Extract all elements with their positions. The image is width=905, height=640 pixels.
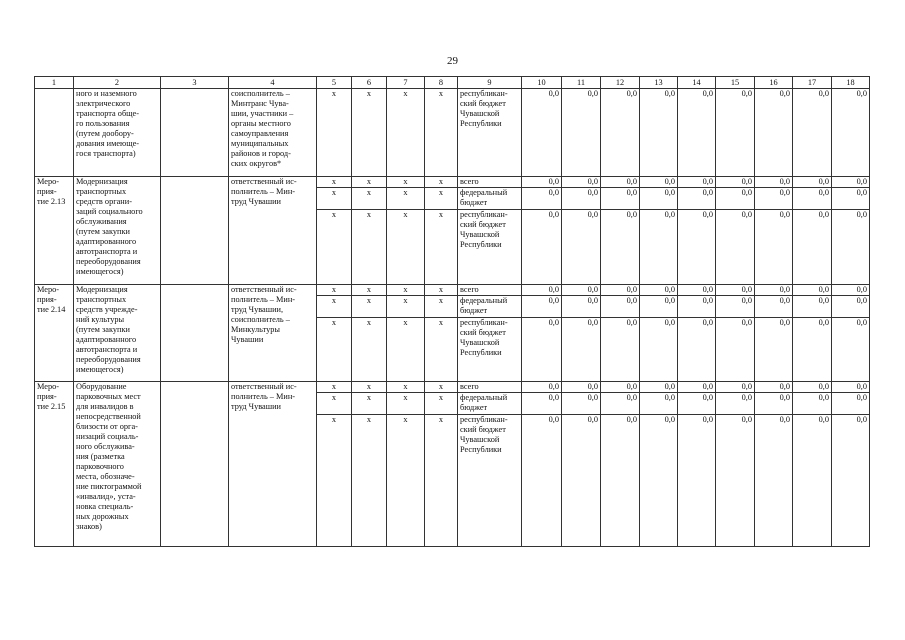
value-cell: 0,0 [755, 393, 793, 415]
budget-code-cell: x [317, 393, 352, 415]
budget-code-cell: x [425, 177, 458, 188]
budget-code-cell: x [425, 188, 458, 210]
table-row [35, 177, 870, 188]
value-cell: 0,0 [793, 415, 832, 547]
budget-code-cell: x [425, 393, 458, 415]
value-cell: 0,0 [601, 382, 640, 393]
budget-code-cell: x [387, 296, 425, 318]
funding-source-cell: республикан- ский бюджет Чувашской Республики [458, 210, 522, 285]
value-cell: 0,0 [755, 188, 793, 210]
budget-code-cell: x [317, 285, 352, 296]
budget-code-cell: x [317, 296, 352, 318]
value-cell: 0,0 [832, 188, 870, 210]
value-cell: 0,0 [793, 89, 832, 177]
budget-code-cell: x [425, 382, 458, 393]
value-cell: 0,0 [562, 393, 601, 415]
value-cell: 0,0 [562, 285, 601, 296]
column-number-header: 15 [716, 77, 755, 89]
column-number-header: 12 [601, 77, 640, 89]
value-cell: 0,0 [522, 296, 562, 318]
funding-source-cell: федеральный бюджет [458, 188, 522, 210]
budget-code-cell: x [317, 210, 352, 285]
page-number: 29 [447, 55, 458, 67]
value-cell: 0,0 [562, 177, 601, 188]
value-cell: 0,0 [678, 89, 716, 177]
budget-code-cell: x [317, 318, 352, 382]
value-cell: 0,0 [678, 210, 716, 285]
funding-source-cell: республикан- ский бюджет Чувашской Республики [458, 415, 522, 547]
value-cell: 0,0 [562, 188, 601, 210]
value-cell: 0,0 [793, 285, 832, 296]
value-cell: 0,0 [832, 296, 870, 318]
value-cell: 0,0 [755, 415, 793, 547]
value-cell: 0,0 [640, 393, 678, 415]
value-cell: 0,0 [832, 89, 870, 177]
executor-cell: ответственный ис- полнитель – Мин- труд Чувашии [229, 382, 317, 547]
value-cell: 0,0 [793, 382, 832, 393]
budget-code-cell: x [352, 393, 387, 415]
column-number-header: 18 [832, 77, 870, 89]
budget-code-cell: x [352, 177, 387, 188]
value-cell: 0,0 [678, 188, 716, 210]
value-cell: 0,0 [522, 415, 562, 547]
value-cell: 0,0 [755, 318, 793, 382]
value-cell: 0,0 [522, 89, 562, 177]
column-number-header: 2 [74, 77, 161, 89]
value-cell: 0,0 [562, 415, 601, 547]
value-cell: 0,0 [678, 177, 716, 188]
value-cell: 0,0 [832, 285, 870, 296]
value-cell: 0,0 [640, 415, 678, 547]
value-cell: 0,0 [522, 177, 562, 188]
budget-code-cell: x [317, 177, 352, 188]
funding-source-cell: федеральный бюджет [458, 296, 522, 318]
budget-code-cell: x [387, 415, 425, 547]
column-number-header: 5 [317, 77, 352, 89]
column-number-header: 13 [640, 77, 678, 89]
measure-code-cell: Меро- прия- тие 2.15 [35, 382, 74, 547]
value-cell: 0,0 [755, 89, 793, 177]
value-cell: 0,0 [716, 415, 755, 547]
budget-code-cell: x [352, 285, 387, 296]
value-cell: 0,0 [716, 382, 755, 393]
value-cell: 0,0 [640, 318, 678, 382]
budget-code-cell: x [387, 89, 425, 177]
value-cell: 0,0 [562, 382, 601, 393]
value-cell: 0,0 [793, 177, 832, 188]
value-cell: 0,0 [678, 318, 716, 382]
value-cell: 0,0 [832, 177, 870, 188]
program-table [34, 76, 870, 547]
column-number-header: 11 [562, 77, 601, 89]
column-number-header: 14 [678, 77, 716, 89]
budget-code-cell: x [425, 415, 458, 547]
budget-code-cell: x [317, 89, 352, 177]
value-cell: 0,0 [716, 285, 755, 296]
budget-code-cell: x [352, 89, 387, 177]
target-indicator-cell [161, 177, 229, 285]
value-cell: 0,0 [640, 89, 678, 177]
target-indicator-cell [161, 285, 229, 382]
value-cell: 0,0 [601, 285, 640, 296]
value-cell: 0,0 [601, 296, 640, 318]
value-cell: 0,0 [755, 296, 793, 318]
value-cell: 0,0 [640, 296, 678, 318]
value-cell: 0,0 [793, 188, 832, 210]
budget-code-cell: x [387, 188, 425, 210]
value-cell: 0,0 [640, 188, 678, 210]
budget-code-cell: x [387, 382, 425, 393]
value-cell: 0,0 [522, 188, 562, 210]
table-body [35, 89, 870, 547]
value-cell: 0,0 [793, 210, 832, 285]
table-row [35, 89, 870, 177]
measure-code-cell [35, 89, 74, 177]
executor-cell: ответственный ис- полнитель – Мин- труд Чувашии, соисполнитель – Минкультуры Чувашии [229, 285, 317, 382]
value-cell: 0,0 [716, 177, 755, 188]
measure-title-cell: Оборудование парковочных мест для инвалидов в непосредственной близости от орга- низаций социаль- ного обслужива- ния (разметка парковочного места, обозначе- ние пиктограммой «инвалид», уста- новка специаль- ных дорожных знаков) [74, 382, 161, 547]
value-cell: 0,0 [562, 318, 601, 382]
value-cell: 0,0 [601, 210, 640, 285]
value-cell: 0,0 [601, 415, 640, 547]
value-cell: 0,0 [716, 188, 755, 210]
budget-code-cell: x [387, 177, 425, 188]
value-cell: 0,0 [522, 285, 562, 296]
column-number-header: 7 [387, 77, 425, 89]
table-row [35, 382, 870, 393]
funding-source-cell: всего [458, 382, 522, 393]
column-number-header: 16 [755, 77, 793, 89]
value-cell: 0,0 [832, 382, 870, 393]
column-number-row [35, 77, 870, 89]
measure-code-cell: Меро- прия- тие 2.14 [35, 285, 74, 382]
budget-code-cell: x [352, 318, 387, 382]
value-cell: 0,0 [640, 382, 678, 393]
budget-code-cell: x [352, 382, 387, 393]
budget-code-cell: x [352, 210, 387, 285]
value-cell: 0,0 [678, 285, 716, 296]
value-cell: 0,0 [832, 318, 870, 382]
budget-code-cell: x [425, 210, 458, 285]
funding-source-cell: республикан- ский бюджет Чувашской Республики [458, 89, 522, 177]
executor-cell: ответственный ис- полнитель – Мин- труд Чувашии [229, 177, 317, 285]
value-cell: 0,0 [832, 210, 870, 285]
executor-cell: соисполнитель – Минтранс Чува- шии, участники – органы местного самоуправления муниципальных районов и город- ских округов* [229, 89, 317, 177]
value-cell: 0,0 [562, 210, 601, 285]
column-number-header: 1 [35, 77, 74, 89]
value-cell: 0,0 [640, 285, 678, 296]
budget-code-cell: x [387, 210, 425, 285]
column-number-header: 9 [458, 77, 522, 89]
budget-code-cell: x [317, 415, 352, 547]
funding-source-cell: всего [458, 177, 522, 188]
value-cell: 0,0 [793, 393, 832, 415]
value-cell: 0,0 [755, 285, 793, 296]
measure-title-cell: Модернизация транспортных средств учрежде- ний культуры (путем закупки адаптированного автотранспорта и переоборудования имеющегося) [74, 285, 161, 382]
value-cell: 0,0 [716, 89, 755, 177]
table-row [35, 285, 870, 296]
measure-title-cell: ного и наземного электрического транспорта обще- го пользования (путем дообору- дования имеюще- гося транспорта) [74, 89, 161, 177]
funding-source-cell: республикан- ский бюджет Чувашской Республики [458, 318, 522, 382]
budget-code-cell: x [317, 382, 352, 393]
value-cell: 0,0 [678, 382, 716, 393]
measure-code-cell: Меро- прия- тие 2.13 [35, 177, 74, 285]
value-cell: 0,0 [601, 188, 640, 210]
budget-code-cell: x [352, 188, 387, 210]
value-cell: 0,0 [562, 296, 601, 318]
budget-code-cell: x [425, 285, 458, 296]
value-cell: 0,0 [640, 177, 678, 188]
budget-code-cell: x [387, 318, 425, 382]
column-number-header: 6 [352, 77, 387, 89]
value-cell: 0,0 [678, 296, 716, 318]
value-cell: 0,0 [522, 382, 562, 393]
target-indicator-cell [161, 89, 229, 177]
value-cell: 0,0 [562, 89, 601, 177]
budget-code-cell: x [425, 296, 458, 318]
value-cell: 0,0 [793, 296, 832, 318]
value-cell: 0,0 [832, 415, 870, 547]
column-number-header: 10 [522, 77, 562, 89]
column-number-header: 4 [229, 77, 317, 89]
value-cell: 0,0 [755, 177, 793, 188]
value-cell: 0,0 [755, 210, 793, 285]
budget-code-cell: x [387, 393, 425, 415]
budget-code-cell: x [317, 188, 352, 210]
value-cell: 0,0 [678, 415, 716, 547]
value-cell: 0,0 [601, 393, 640, 415]
column-number-header: 3 [161, 77, 229, 89]
column-number-header: 8 [425, 77, 458, 89]
value-cell: 0,0 [678, 393, 716, 415]
budget-code-cell: x [425, 318, 458, 382]
value-cell: 0,0 [522, 393, 562, 415]
funding-source-cell: всего [458, 285, 522, 296]
value-cell: 0,0 [601, 177, 640, 188]
value-cell: 0,0 [716, 296, 755, 318]
budget-code-cell: x [387, 285, 425, 296]
value-cell: 0,0 [793, 318, 832, 382]
value-cell: 0,0 [601, 89, 640, 177]
budget-code-cell: x [352, 415, 387, 547]
funding-source-cell: федеральный бюджет [458, 393, 522, 415]
value-cell: 0,0 [716, 210, 755, 285]
value-cell: 0,0 [832, 393, 870, 415]
value-cell: 0,0 [601, 318, 640, 382]
column-number-header: 17 [793, 77, 832, 89]
target-indicator-cell [161, 382, 229, 547]
value-cell: 0,0 [716, 318, 755, 382]
value-cell: 0,0 [522, 318, 562, 382]
value-cell: 0,0 [755, 382, 793, 393]
value-cell: 0,0 [640, 210, 678, 285]
budget-code-cell: x [425, 89, 458, 177]
budget-code-cell: x [352, 296, 387, 318]
measure-title-cell: Модернизация транспортных средств органи- заций социального обслуживания (путем закупки адаптированного автотранспорта и переоборудования имеющегося) [74, 177, 161, 285]
value-cell: 0,0 [522, 210, 562, 285]
table-header [35, 77, 870, 89]
value-cell: 0,0 [716, 393, 755, 415]
